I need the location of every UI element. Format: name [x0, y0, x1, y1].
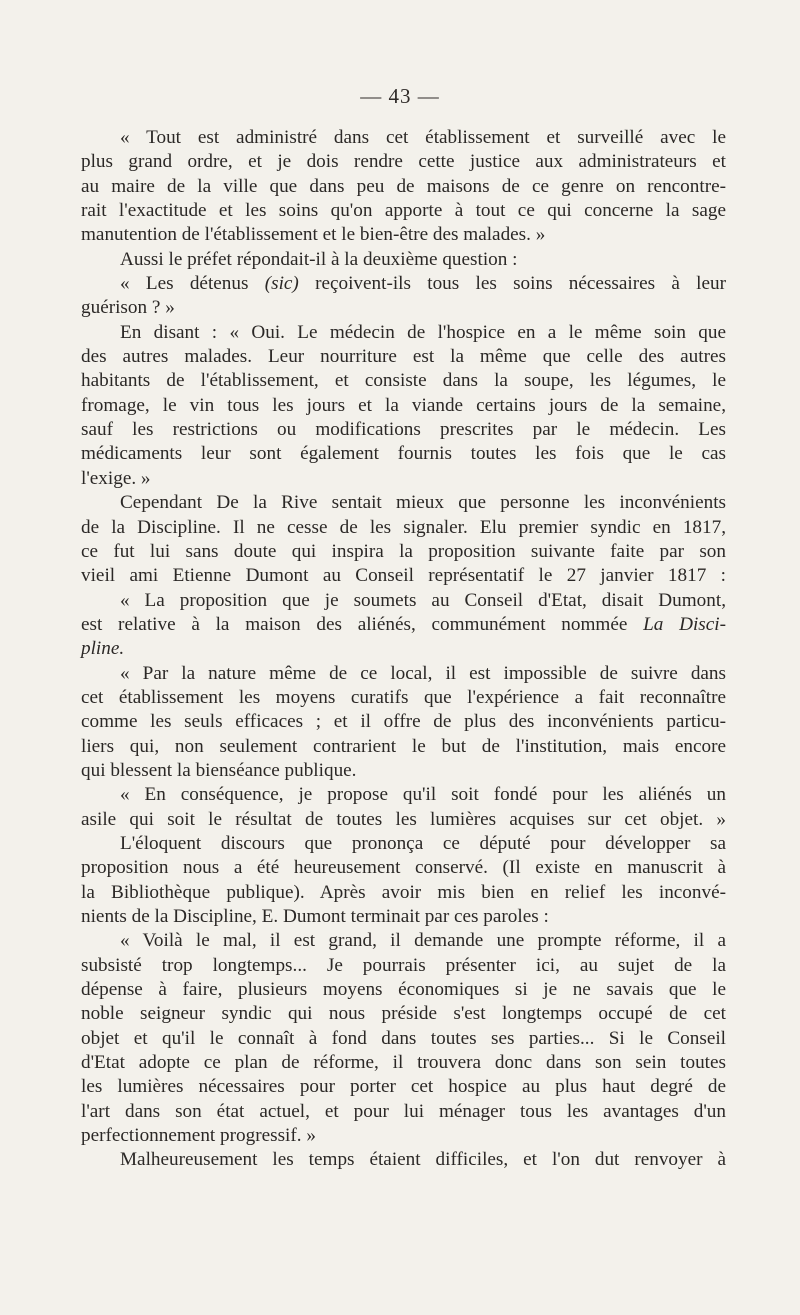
text-line: médicaments leur sont également fournis toutes les fois que le cas [81, 443, 726, 465]
text-segment: est relative à la maison des aliénés, communément nommée [81, 613, 644, 635]
text-line: « Voilà le mal, il est grand, il demande une prompte réforme, il a [120, 930, 726, 952]
text-line: rait l'exactitude et les soins qu'on apporte à tout ce qui concerne la sage [81, 200, 726, 222]
italic-text: pline. [81, 638, 125, 660]
text-line: comme les seuls efficaces ; et il offre de plus des inconvénients particu- [81, 711, 726, 733]
text-line: des autres malades. Leur nourriture est la même que celle des autres [81, 346, 726, 368]
text-segment: « Les détenus [120, 273, 265, 295]
text-line: nients de la Discipline, E. Dumont terminait par ces paroles : [81, 906, 549, 927]
text-line: proposition nous a été heureusement conservé. (Il existe en manuscrit à [81, 857, 726, 879]
text-line: guérison ? » [81, 297, 175, 319]
text-line: de la Discipline. Il ne cesse de les signaler. Elu premier syndic en 1817, [81, 516, 726, 538]
body-text [81, 126, 726, 1173]
text-line [81, 637, 726, 661]
text-line [81, 613, 726, 637]
text-line: L'éloquent discours que prononça ce député pour développer sa [120, 832, 726, 854]
text-line: « Par la nature même de ce local, il est impossible de suivre dans [120, 662, 726, 684]
text-line: ce fut lui sans doute qui inspira la proposition suivante faite par son [81, 540, 726, 562]
text-line: Aussi le préfet répondait-il à la deuxième question : [120, 248, 518, 270]
text-line: qui blessent la bienséance publique. [81, 759, 357, 781]
text-line: asile qui soit le résultat de toutes les lumières acquises sur cet objet. » [81, 808, 726, 830]
text-line: noble seigneur syndic qui nous préside s'est longtemps occupé de cet [81, 1003, 726, 1025]
text-line: « En conséquence, je propose qu'il soit fondé pour les aliénés un [120, 784, 726, 806]
text-line: plus grand ordre, et je dois rendre cette justice aux administrateurs et [81, 151, 726, 173]
text-line: perfectionnement progressif. » [81, 1125, 316, 1147]
italic-text: (sic) [264, 273, 299, 295]
text-line: sauf les restrictions ou modifications prescrites par le médecin. Les [81, 419, 726, 441]
text-line: dépense à faire, plusieurs moyens économiques si je ne savais que le [81, 979, 726, 1001]
text-line: « Tout est administré dans cet établissement et surveillé avec le [120, 127, 726, 148]
italic-text: La Disci- [643, 613, 727, 635]
text-line: Cependant De la Rive sentait mieux que personne les inconvénients [120, 492, 726, 514]
text-line: subsisté trop longtemps... Je pourrais présenter ici, au sujet de la [81, 954, 726, 976]
text-line: liers qui, non seulement contrarient le but de l'institution, mais encore [81, 735, 726, 757]
text-line: les lumières nécessaires pour porter cet hospice au plus haut degré de [81, 1076, 726, 1098]
text-line: habitants de l'établissement, et consiste dans la soupe, les légumes, le [81, 370, 726, 392]
text-line: vieil ami Etienne Dumont au Conseil représentatif le 27 janvier 1817 : [81, 565, 726, 587]
text-line: d'Etat adopte ce plan de réforme, il trouvera donc dans son sein toutes [81, 1052, 726, 1074]
text-line: « La proposition que je soumets au Conseil d'Etat, disait Dumont, [120, 589, 726, 611]
page-number: — 43 — [360, 84, 440, 108]
text-line: manutention de l'établissement et le bien-être des malades. » [81, 224, 546, 246]
text-line: l'exige. » [81, 467, 151, 489]
text-line: Malheureusement les temps étaient difficiles, et l'on dut renvoyer à [120, 1149, 726, 1171]
text-line: En disant : « Oui. Le médecin de l'hospice en a le même soin que [120, 321, 726, 343]
text-line [81, 272, 726, 296]
text-line: l'art dans son état actuel, et pour lui ménager tous les avantages d'un [81, 1100, 726, 1122]
text-line: cet établissement les moyens curatifs que l'expérience a fait reconnaître [81, 686, 726, 708]
text-line: fromage, le vin tous les jours et la viande certains jours de la semaine, [81, 394, 726, 416]
text-line: objet et qu'il le connaît à fond dans toutes ses parties... Si le Conseil [81, 1027, 726, 1049]
text-segment: reçoivent-ils tous les soins nécessaires à leur [298, 273, 726, 295]
text-line: au maire de la ville que dans peu de maisons de ce genre on rencontre- [81, 175, 726, 197]
text-line: la Bibliothèque publique). Après avoir mis bien en relief les inconvé- [81, 881, 726, 903]
